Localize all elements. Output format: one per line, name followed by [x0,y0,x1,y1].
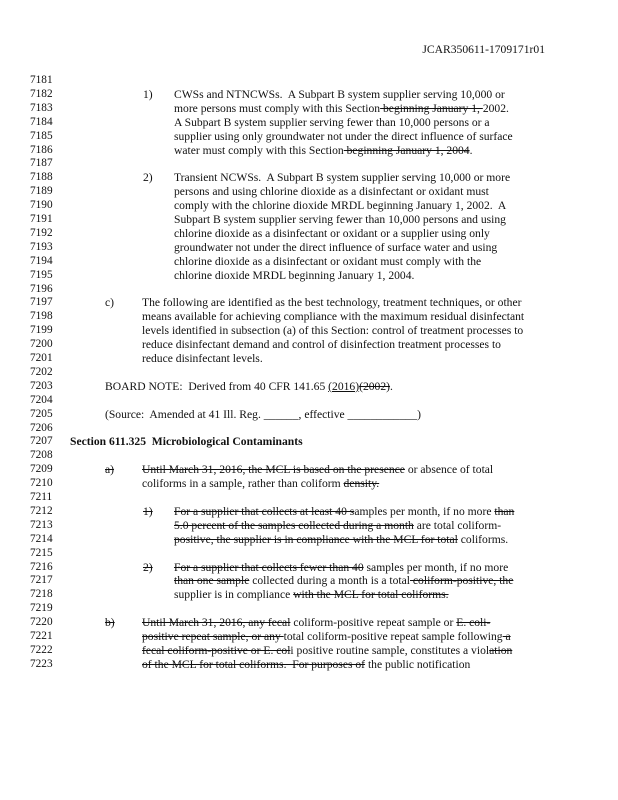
line-number: 7195 [30,268,53,281]
item-label: c) [105,296,115,310]
text-line [142,630,511,643]
text-segment: collected during a month is a total [249,574,411,588]
text-line [142,338,501,351]
text-line [174,588,449,601]
deleted-text: (2002) [359,379,391,393]
item-label: 2) [143,560,153,574]
line-number: 7223 [30,657,53,670]
line-number: 7191 [30,213,53,225]
text-line [174,255,481,268]
text-segment: (Source: Amended at 41 Ill. Reg. ______, effective ____________) [105,407,421,421]
deleted-text: For a supplier that collects at least 40 s [174,504,355,518]
text-line [174,116,490,129]
line-number: 7208 [30,449,53,462]
text-line [174,185,489,198]
item-label: 1) [143,87,153,101]
deleted-text: Until March 31, 2016, the MCL is based on the presence [142,463,405,477]
text-segment: water must comply with this Section [174,143,344,157]
line-number: 7209 [30,463,53,476]
text-segment: chlorine dioxide as a disinfectant or oxidant must comply with the [174,254,482,268]
deleted-text: a [502,630,511,643]
text-line [70,435,303,448]
item-label: a) [105,463,115,477]
text-segment: levels identified in subsection (a) of this Section: control of treatment processes to [142,324,524,338]
text-line [174,213,506,226]
line-number: 7212 [30,504,53,517]
line-number: 7197 [30,296,53,309]
deleted-text: than [494,504,515,518]
inserted-text: (2016) [328,379,360,393]
text-segment: i positive routine sample, constitutes a viol [290,643,490,657]
text-segment: supplier is in compliance [174,588,294,602]
text-line [142,296,521,309]
deleted-text: density. [343,477,380,491]
deleted-text: Until March 31, 2016, any fecal [142,616,291,630]
deleted-text: of the MCL for total coliforms. For purposes of [142,657,366,671]
text-segment: CWSs and NTNCWSs. A Subpart B system supplier serving 10,000 or [174,87,505,101]
line-number: 7203 [30,379,53,392]
deleted-text: ation [489,643,513,657]
deleted-text: with the MCL for total coliforms. [293,588,449,602]
text-line [174,144,473,157]
text-line [142,463,493,476]
line-number: 7185 [30,129,53,142]
item-label: 2) [143,171,153,185]
text-segment: BOARD NOTE: Derived from 40 CFR 141.65 [105,379,329,393]
line-number: 7183 [30,101,53,114]
text-line [174,88,505,101]
text-line [174,171,510,184]
deleted-text: fecal coliform-positive or E. col [142,643,291,657]
line-number: 7196 [30,282,53,295]
text-segment: reduce disinfectant levels. [142,352,263,365]
text-segment: A Subpart B system supplier serving fewer than 10,000 persons or a [174,115,490,129]
item-label: 1) [143,504,153,518]
text-segment: coliforms. [457,532,509,546]
deleted-text: beginning January 1, [380,101,483,115]
text-line [142,616,490,629]
line-number: 7213 [30,518,53,531]
text-segment: reduce disinfectant demand and control of disinfection treatment processes to [142,338,501,352]
line-number: 7193 [30,240,53,253]
text-segment: supplier using only groundwater not under the direct influence of surface [174,129,513,143]
text-segment: coliforms in a sample, rather than coliform [142,477,344,491]
text-line [105,408,421,421]
text-line [174,574,513,587]
deleted-text: beginning January 1, 2004 [343,143,470,157]
line-number: 7187 [30,157,53,170]
text-line [174,102,509,115]
line-number: 7217 [30,574,53,587]
line-number: 7210 [30,477,53,490]
text-segment: . [469,143,473,157]
line-number: 7184 [30,115,53,128]
item-label: b) [105,616,115,630]
line-number: 7190 [30,199,53,212]
line-number: 7198 [30,310,53,323]
line-number: 7182 [30,87,53,100]
line-number: 7221 [30,630,53,642]
text-line [174,269,414,282]
text-segment: means available for achieving compliance with the maximum residual disinfectant [142,310,525,324]
text-line [142,644,512,657]
line-number: 7219 [30,602,53,615]
deleted-text: 5.0 percent of the samples collected during a month [174,518,414,532]
line-number: 7199 [30,324,53,337]
text-segment: amples per month, if no more [354,504,495,518]
text-segment: or absence of total [404,463,494,477]
text-segment: 2002. [482,101,509,115]
text-segment: the public notification [365,657,471,671]
deleted-text: coliform-positive, the [410,574,514,588]
line-number: 7207 [30,435,53,448]
text-line [174,227,490,240]
text-segment: comply with the chlorine dioxide MRDL beginning January 1, 2002. A [174,199,507,213]
text-line [142,352,263,365]
text-line [105,380,393,393]
line-number: 7211 [30,491,53,503]
section-heading: Section 611.325 Microbiological Contaminants [70,435,303,449]
line-number: 7189 [30,185,53,198]
text-segment: chlorine dioxide MRDL beginning January 1, 2004. [174,268,415,282]
line-number: 7218 [30,588,53,601]
line-number: 7214 [30,532,53,545]
text-segment: groundwater not under the direct influence of surface water and using [174,240,498,254]
line-number: 7188 [30,171,53,184]
line-number: 7222 [30,643,53,656]
text-segment: are total coliform- [413,518,502,532]
text-line [174,199,506,212]
text-segment: Subpart B system supplier serving fewer than 10,000 persons and using [174,213,506,226]
text-segment: persons and using chlorine dioxide as a disinfectant or oxidant must [174,185,489,199]
text-line [142,310,524,323]
text-line [174,130,513,143]
text-line [142,658,470,671]
line-number: 7216 [30,560,53,573]
line-number: 7202 [30,365,53,378]
line-number: 7200 [30,338,53,351]
line-number: 7194 [30,254,53,267]
text-segment: total coliform-positive repeat sample following [283,630,503,643]
deleted-text: positive, the supplier is in compliance with the MCL for total [174,532,458,546]
line-number: 7192 [30,226,53,239]
deleted-text: E. coli- [456,616,491,630]
line-number: 7215 [30,546,53,559]
text-line [174,561,508,574]
line-number: 7220 [30,616,53,629]
line-number: 7201 [30,352,53,364]
text-line [142,477,379,490]
line-number: 7204 [30,393,53,406]
text-segment: . [390,379,393,393]
text-segment: Transient NCWSs. A Subpart B system supplier serving 10,000 or more [174,171,511,185]
deleted-text: than one sample [174,574,250,588]
text-line [174,519,501,532]
text-segment: chlorine dioxide as a disinfectant or oxidant or a supplier using only [174,226,490,240]
line-number: 7181 [30,74,53,86]
text-line [174,505,514,518]
text-segment: The following are identified as the best technology, treatment techniques, or other [142,296,522,310]
document-id-header: JCAR350611-1709171r01 [422,43,545,56]
text-segment: samples per month, if no more [363,560,509,574]
text-line [142,324,523,337]
text-line [174,533,508,546]
deleted-text: For a supplier that collects fewer than 40 [174,560,364,574]
text-segment: more persons must comply with this Section [174,101,381,115]
text-line [174,241,497,254]
deleted-text: positive repeat sample, or any [142,630,284,643]
text-segment: coliform-positive repeat sample or [290,616,457,630]
line-number: 7186 [30,143,53,156]
line-number: 7205 [30,407,53,420]
line-number: 7206 [30,421,53,434]
